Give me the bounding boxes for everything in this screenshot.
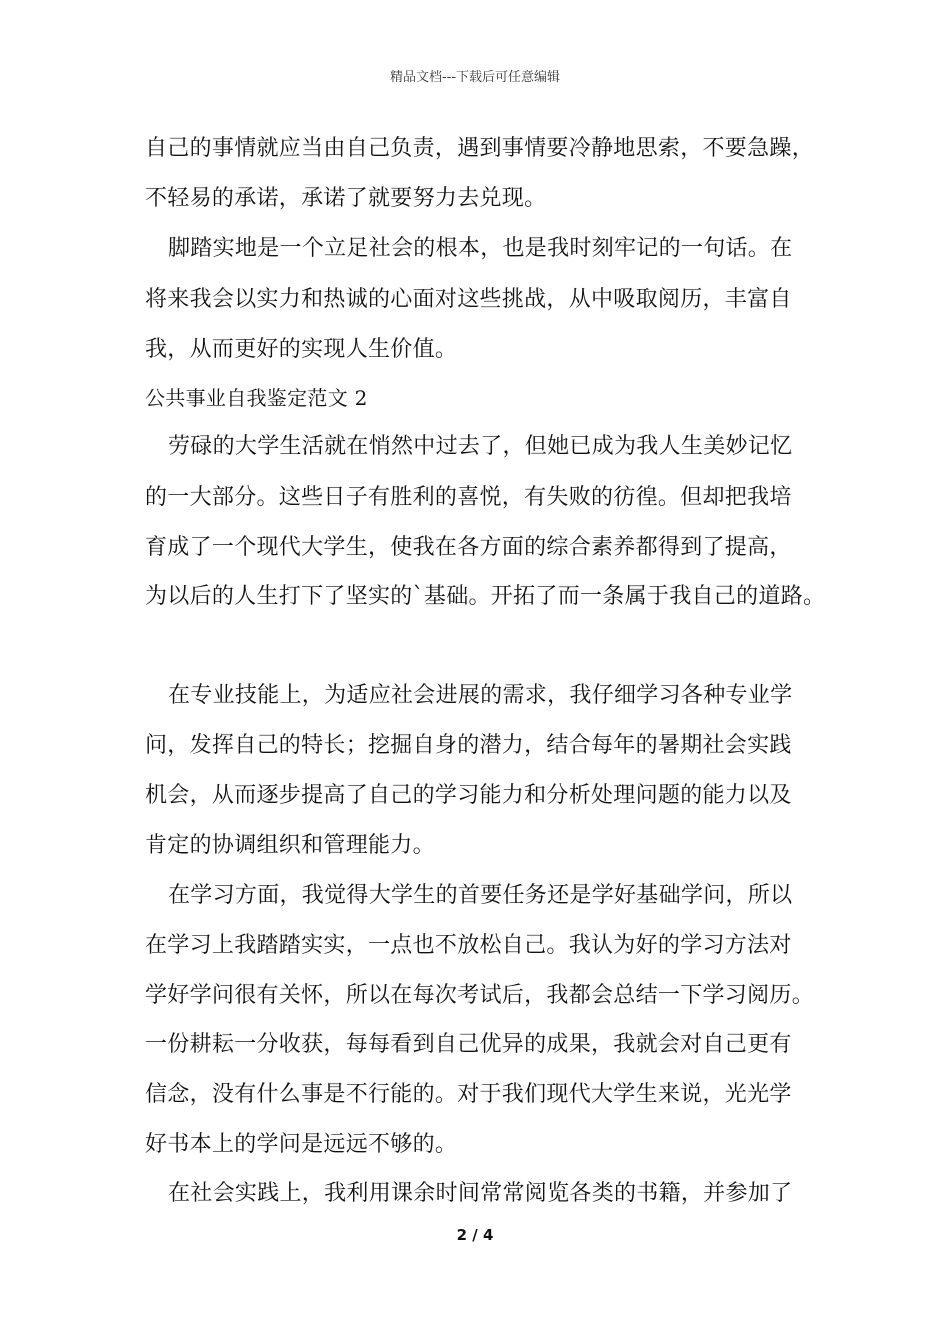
text-line: 好书本上的学问是远远不够的。 xyxy=(145,1132,458,1157)
text-line: 育成了一个现代大学生，使我在各方面的综合素养都得到了提高， xyxy=(145,535,792,560)
text-line: 信念，没有什么事是不行能的。对于我们现代大学生来说，光光学 xyxy=(145,1082,792,1107)
text-line: 一份耕耘一分收获，每每看到自己优异的成果，我就会对自己更有 xyxy=(145,1032,792,1057)
text-line: 在学习方面，我觉得大学生的首要任务还是学好基础学问，所以 xyxy=(168,883,793,908)
text-line: 学好学问很有关怀，所以在每次考试后，我都会总结一下学习阅历。 xyxy=(145,983,815,1008)
text-line: 在社会实践上，我利用课余时间常常阅览各类的书籍，并参加了 xyxy=(168,1181,793,1206)
section-heading: 公共事业自我鉴定范文 2 xyxy=(145,386,368,410)
text-line: 自己的事情就应当由自己负责，遇到事情要冷静地思索，不要急躁， xyxy=(145,136,815,161)
page-number: 2 / 4 xyxy=(456,1226,494,1244)
text-line: 脚踏实地是一个立足社会的根本，也是我时刻牢记的一句话。在 xyxy=(168,236,793,261)
text-line: 在专业技能上，为适应社会进展的需求，我仔细学习各种专业学 xyxy=(168,683,793,708)
text-line: 我，从而更好的实现人生价值。 xyxy=(145,337,458,362)
text-line: 的一大部分。这些日子有胜利的喜悦，有失败的彷徨。但却把我培 xyxy=(145,485,792,510)
text-line: 问，发挥自己的特长；挖掘自身的潜力，结合每年的暑期社会实践 xyxy=(145,733,792,758)
text-line: 机会，从而逐步提高了自己的学习能力和分析处理问题的能力以及 xyxy=(145,783,792,808)
text-line: 在学习上我踏踏实实，一点也不放松自己。我认为好的学习方法对 xyxy=(145,933,792,958)
text-line: 不轻易的承诺，承诺了就要努力去兑现。 xyxy=(145,186,547,211)
text-line: 劳碌的大学生活就在悄然中过去了，但她已成为我人生美妙记忆 xyxy=(168,434,793,459)
text-line: 为以后的人生打下了坚实的`基础。开拓了而一条属于我自己的道路。 xyxy=(145,584,826,609)
page-header: 精品文档---下载后可任意编辑 xyxy=(389,70,561,85)
text-line: 将来我会以实力和热诚的心面对这些挑战，从中吸取阅历，丰富自 xyxy=(145,287,792,312)
text-line: 肯定的协调组织和管理能力。 xyxy=(145,833,435,858)
